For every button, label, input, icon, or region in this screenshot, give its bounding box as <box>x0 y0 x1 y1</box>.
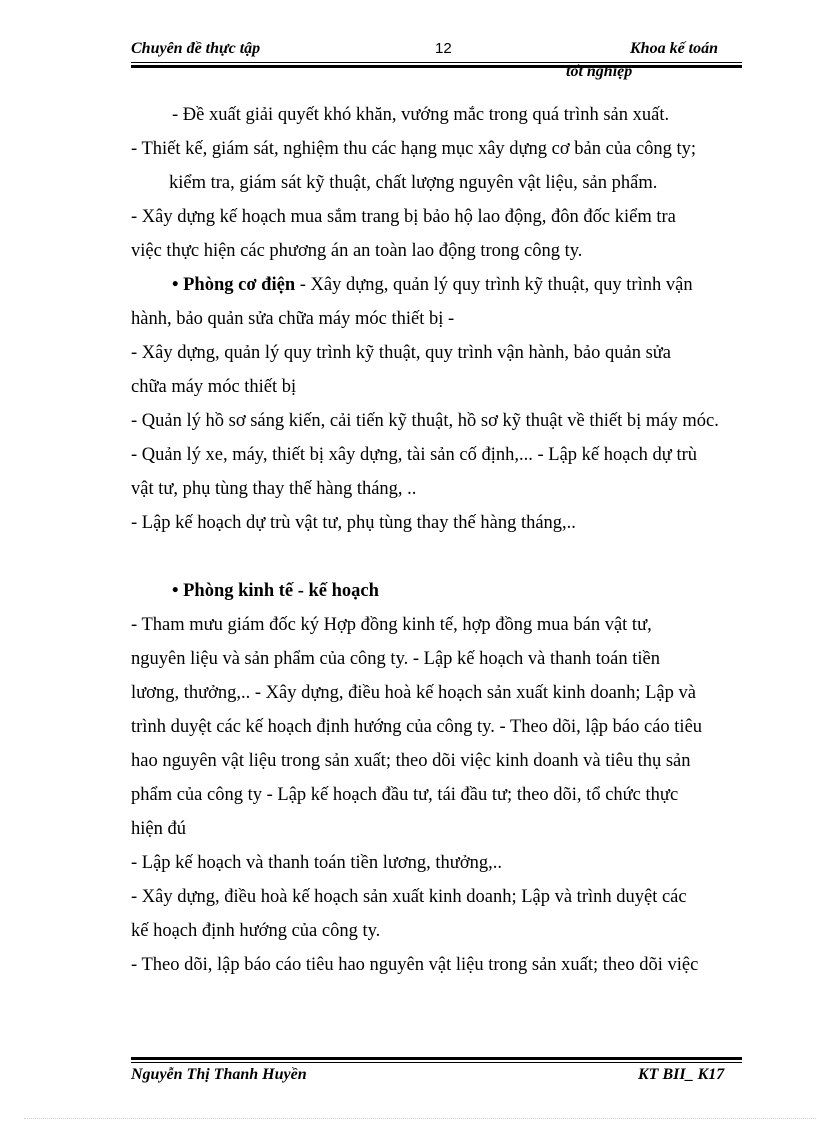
body-line: trình duyệt các kế hoạch định hướng của công ty. - Theo dõi, lập báo cáo tiêu <box>131 717 703 737</box>
section-heading-line <box>131 268 742 302</box>
body-line: - Lập kế hoạch dự trù vật tư, phụ tùng thay thế hàng tháng,.. <box>131 513 576 533</box>
body-line: - Thiết kế, giám sát, nghiệm thu các hạng mục xây dựng cơ bản của công ty; <box>131 139 697 159</box>
body-line: - Lập kế hoạch và thanh toán tiền lương, thưởng,.. <box>131 853 502 873</box>
body-line: - Đề xuất giải quyết khó khăn, vướng mắc trong quá trình sản xuất. <box>172 105 670 125</box>
page-number: 12 <box>435 40 452 57</box>
body-line: hiện đú <box>131 819 186 839</box>
body-line: - Xây dựng, điều hoà kế hoạch sản xuất kinh doanh; Lập và trình duyệt các <box>131 887 687 907</box>
body-line: - Theo dõi, lập báo cáo tiêu hao nguyên vật liệu trong sản xuất; theo dõi việc <box>131 955 699 975</box>
header-rule-thick <box>131 65 742 68</box>
header-rule-thin <box>131 62 742 63</box>
header-faculty-continued: tốt nghiệp <box>566 63 633 80</box>
body-line: kế hoạch định hướng của công ty. <box>131 921 381 941</box>
body-line: phẩm của công ty - Lập kế hoạch đầu tư, tái đầu tư; theo dõi, tổ chức thực <box>131 785 679 805</box>
body-line: hao nguyên vật liệu trong sản xuất; theo dõi việc kinh doanh và tiêu thụ sản <box>131 751 691 771</box>
document-body <box>131 98 742 982</box>
section-heading-text: - Xây dựng, quản lý quy trình kỹ thuật, quy trình vận <box>295 275 693 295</box>
footer-author: Nguyễn Thị Thanh Huyền <box>131 1066 307 1083</box>
paragraph-gap <box>131 540 742 574</box>
body-line: nguyên liệu và sản phẩm của công ty. - Lập kế hoạch và thanh toán tiền <box>131 649 660 669</box>
body-line: chữa máy móc thiết bị <box>131 377 297 397</box>
footer-rule-thin <box>131 1062 742 1063</box>
section-heading-kinh-te: • Phòng kinh tế - kế hoạch <box>172 581 379 601</box>
footer-rule-thick <box>131 1057 742 1060</box>
body-line: hành, bảo quản sửa chữa máy móc thiết bị - <box>131 309 455 329</box>
body-line: - Xây dựng kế hoạch mua sắm trang bị bảo hộ lao động, đôn đốc kiểm tra <box>131 207 676 227</box>
header-document-title: Chuyên đề thực tập <box>131 40 261 57</box>
body-line: - Quản lý xe, máy, thiết bị xây dựng, tài sản cố định,... - Lập kế hoạch dự trù <box>131 445 698 465</box>
body-line: vật tư, phụ tùng thay thế hàng tháng, .. <box>131 479 417 499</box>
body-line: - Tham mưu giám đốc ký Hợp đồng kinh tế, hợp đồng mua bán vật tư, <box>131 615 652 635</box>
body-line: lương, thưởng,.. - Xây dựng, điều hoà kế hoạch sản xuất kinh doanh; Lập và <box>131 683 696 703</box>
footer-class-code: KT BII_ K17 <box>638 1066 725 1083</box>
page-header <box>131 38 742 80</box>
section-heading-co-dien: • Phòng cơ điện <box>172 275 296 295</box>
body-line: - Xây dựng, quản lý quy trình kỹ thuật, quy trình vận hành, bảo quản sửa <box>131 343 672 363</box>
header-faculty: Khoa kế toán <box>630 40 719 57</box>
body-line: - Quản lý hồ sơ sáng kiến, cải tiến kỹ thuật, hồ sơ kỹ thuật về thiết bị máy móc. <box>131 411 719 431</box>
body-line: việc thực hiện các phương án an toàn lao động trong công ty. <box>131 241 583 261</box>
page-bottom-edge <box>24 1118 816 1119</box>
body-line: kiểm tra, giám sát kỹ thuật, chất lượng nguyên vật liệu, sản phẩm. <box>169 173 658 193</box>
